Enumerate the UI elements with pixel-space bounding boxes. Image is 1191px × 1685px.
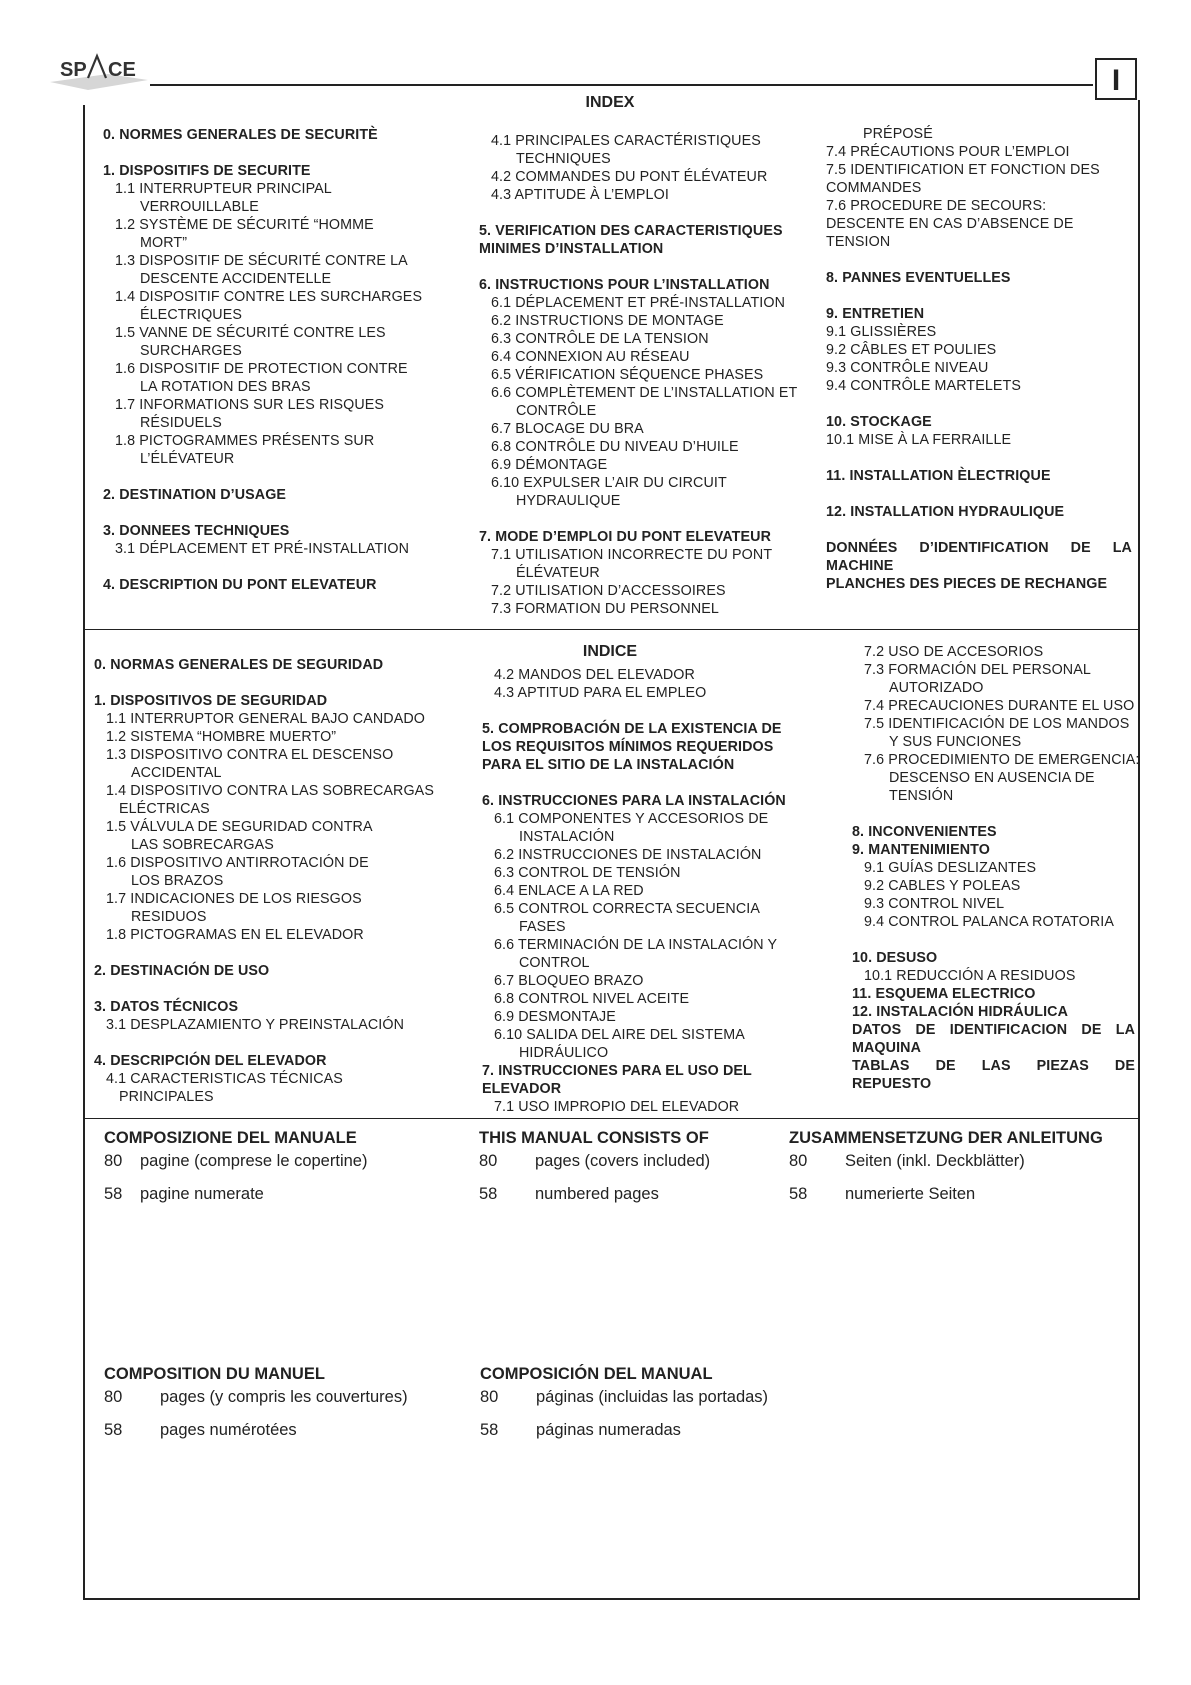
index-entry: 7.1 USO IMPROPIO DEL ELEVADOR: [494, 1099, 740, 1115]
index-heading: DONNÉES D’IDENTIFICATION DE LA: [826, 540, 1132, 556]
index-entry: 7.2 USO DE ACCESORIOS: [864, 644, 1044, 660]
index-entry: 1.3 DISPOSITIVO CONTRA EL DESCENSO: [106, 747, 394, 763]
index-heading: MAQUINA: [852, 1040, 922, 1056]
index-entry: FASES: [519, 919, 566, 935]
page-count: 80: [104, 1152, 123, 1170]
index-entry: LOS BRAZOS: [131, 873, 224, 889]
index-heading: 7. MODE D’EMPLOI DU PONT ELEVATEUR: [479, 529, 772, 545]
index-entry: 7.3 FORMATION DU PERSONNEL: [491, 601, 719, 617]
index-entry: 6.8 CONTROL NIVEL ACEITE: [494, 991, 690, 1007]
index-entry: 4.3 APTITUD PARA EL EMPLEO: [494, 685, 707, 701]
index-entry: 10.1 REDUCCIÓN A RESIDUOS: [864, 968, 1076, 984]
spanish-index-title: INDICE: [582, 643, 638, 660]
index-heading: 11. ESQUEMA ELECTRICO: [852, 986, 1036, 1002]
index-heading: 11. INSTALLATION ÈLECTRIQUE: [826, 468, 1051, 484]
index-heading: 5. VERIFICATION DES CARACTERISTIQUES: [479, 223, 783, 239]
index-entry: ÉLECTRIQUES: [140, 307, 242, 323]
index-entry: 6.1 COMPONENTES Y ACCESORIOS DE: [494, 811, 769, 827]
index-entry: LAS SOBRECARGAS: [131, 837, 274, 853]
composition-es: [480, 1363, 810, 1441]
page-count-label: pagine numerate: [140, 1185, 264, 1203]
index-entry: 10.1 MISE À LA FERRAILLE: [826, 432, 1012, 448]
index-entry: 6.8 CONTRÔLE DU NIVEAU D’HUILE: [491, 439, 739, 455]
index-heading: 6. INSTRUCCIONES PARA LA INSTALACIÓN: [482, 793, 786, 809]
page-count: 80: [479, 1152, 498, 1170]
index-entry: MORT”: [140, 235, 188, 251]
index-entry: 6.9 DESMONTAJE: [494, 1009, 616, 1025]
index-entry: 1.4 DISPOSITIF CONTRE LES SURCHARGES: [115, 289, 423, 305]
index-entry: 6.10 EXPULSER L’AIR DU CIRCUIT: [491, 475, 727, 491]
index-entry: 3.1 DÉPLACEMENT ET PRÉ-INSTALLATION: [115, 541, 410, 557]
logo-text-left: SP: [60, 59, 87, 81]
index-entry: CONTROL: [519, 955, 590, 971]
index-heading: 5. COMPROBACIÓN DE LA EXISTENCIA DE: [482, 721, 782, 737]
index-heading: 3. DONNEES TECHNIQUES: [103, 523, 290, 539]
index-heading: 10. DESUSO: [852, 950, 938, 966]
index-heading: DATOS DE IDENTIFICACION DE LA: [852, 1022, 1135, 1038]
index-heading: 10. STOCKAGE: [826, 414, 932, 430]
index-entry: 1.4 DISPOSITIVO CONTRA LAS SOBRECARGAS: [106, 783, 434, 799]
index-heading: 1. DISPOSITIVOS DE SEGURIDAD: [94, 693, 328, 709]
index-entry: LA ROTATION DES BRAS: [140, 379, 311, 395]
page-count: 58: [789, 1185, 808, 1203]
index-entry: 7.2 UTILISATION D’ACCESSOIRES: [491, 583, 726, 599]
index-entry: 7.5 IDENTIFICATION ET FONCTION DES: [826, 162, 1100, 178]
index-entry: 1.8 PICTOGRAMMES PRÉSENTS SUR: [115, 433, 375, 449]
index-entry: 9.2 CABLES Y POLEAS: [864, 878, 1021, 894]
index-entry: 9.3 CONTROL NIVEL: [864, 896, 1005, 912]
index-entry: 7.6 PROCEDIMIENTO DE EMERGENCIA:: [864, 752, 1140, 768]
index-entry: 9.1 GLISSIÈRES: [826, 324, 937, 340]
page-count: 58: [104, 1185, 123, 1203]
index-entry: 6.3 CONTROL DE TENSIÓN: [494, 865, 681, 881]
index-entry: 1.7 INDICACIONES DE LOS RIESGOS: [106, 891, 362, 907]
index-heading: PLANCHES DES PIECES DE RECHANGE: [826, 576, 1108, 592]
index-entry: 6.2 INSTRUCTIONS DE MONTAGE: [491, 313, 724, 329]
index-heading: MINIMES D’INSTALLATION: [479, 241, 664, 257]
index-entry: 4.3 APTITUDE À L’EMPLOI: [491, 187, 669, 203]
index-heading: 12. INSTALLATION HYDRAULIQUE: [826, 504, 1065, 520]
index-heading: PARA EL SITIO DE LA INSTALACIÓN: [482, 757, 735, 773]
index-entry: DESCENTE EN CAS D’ABSENCE DE: [826, 216, 1074, 232]
page-count: 80: [789, 1152, 808, 1170]
index-entry: 1.6 DISPOSITIVO ANTIRROTACIÓN DE: [106, 855, 369, 871]
index-entry: L’ÉLÉVATEUR: [140, 451, 235, 467]
composition-de: [789, 1127, 1134, 1205]
page-count-label: pages (covers included): [535, 1152, 711, 1170]
index-entry: 9.4 CONTROL PALANCA ROTATORIA: [864, 914, 1114, 930]
index-entry: 1.3 DISPOSITIF DE SÉCURITÉ CONTRE LA: [115, 253, 408, 269]
spanish-index-col-1: [94, 656, 474, 1106]
index-entry: TENSIÓN: [889, 788, 954, 804]
index-heading: 0. NORMES GENERALES DE SECURITÈ: [103, 127, 378, 143]
index-heading: LOS REQUISITOS MÍNIMOS REQUERIDOS: [482, 739, 774, 755]
index-heading: 9. MANTENIMIENTO: [852, 842, 990, 858]
page-count: 58: [104, 1421, 123, 1439]
index-heading: ELEVADOR: [482, 1081, 562, 1097]
index-entry: 9.3 CONTRÔLE NIVEAU: [826, 360, 989, 376]
index-entry: DESCENTE ACCIDENTELLE: [140, 271, 332, 287]
index-heading: 7. INSTRUCCIONES PARA EL USO DEL: [482, 1063, 752, 1079]
index-heading: 4. DESCRIPCIÓN DEL ELEVADOR: [94, 1053, 327, 1069]
composition-en: [479, 1127, 779, 1205]
index-entry: 1.1 INTERRUPTEUR PRINCIPAL: [115, 181, 332, 197]
page-count-label: pages (y compris les couvertures): [160, 1388, 408, 1406]
page-count: 58: [480, 1421, 499, 1439]
index-entry: VERROUILLABLE: [140, 199, 259, 215]
index-entry: 6.4 CONNEXION AU RÉSEAU: [491, 349, 690, 365]
page-count-label: pages numérotées: [160, 1421, 297, 1439]
index-entry: PRÉPOSÉ: [863, 126, 933, 142]
index-entry: 6.6 COMPLÈTEMENT DE L’INSTALLATION ET: [491, 385, 798, 401]
index-entry: 9.1 GUÍAS DESLIZANTES: [864, 860, 1037, 876]
page-count-label: numbered pages: [535, 1185, 659, 1203]
index-entry: DESCENSO EN AUSENCIA DE: [889, 770, 1095, 786]
french-index-col-3: [826, 125, 1132, 593]
index-entry: TECHNIQUES: [516, 151, 611, 167]
index-entry: 6.10 SALIDA DEL AIRE DEL SISTEMA: [494, 1027, 745, 1043]
frame-bottom-border: [83, 1598, 1140, 1600]
section-divider: [83, 1118, 1140, 1119]
index-entry: 6.2 INSTRUCCIONES DE INSTALACIÓN: [494, 847, 762, 863]
index-entry: 6.5 CONTROL CORRECTA SECUENCIA: [494, 901, 760, 917]
composition-title: COMPOSIZIONE DEL MANUALE: [104, 1129, 357, 1147]
index-entry: SURCHARGES: [140, 343, 242, 359]
header-rule: [150, 84, 1093, 86]
index-entry: 1.5 VÁLVULA DE SEGURIDAD CONTRA: [106, 819, 373, 835]
index-heading: 4. DESCRIPTION DU PONT ELEVATEUR: [103, 577, 377, 593]
index-heading: MACHINE: [826, 558, 894, 574]
index-entry: 9.2 CÂBLES ET POULIES: [826, 342, 997, 358]
index-heading: TABLAS DE LAS PIEZAS DE: [852, 1058, 1135, 1074]
index-heading: 9. ENTRETIEN: [826, 306, 925, 322]
index-entry: 1.2 SYSTÈME DE SÉCURITÉ “HOMME: [115, 217, 374, 233]
index-entry: 7.1 UTILISATION INCORRECTE DU PONT: [491, 547, 773, 563]
index-entry: 6.3 CONTRÔLE DE LA TENSION: [491, 331, 709, 347]
page-count-label: numerierte Seiten: [845, 1185, 976, 1203]
page-count: 58: [479, 1185, 498, 1203]
spanish-index-col-3: [852, 643, 1140, 1093]
index-entry: 7.5 IDENTIFICACIÓN DE LOS MANDOS: [864, 716, 1130, 732]
index-entry: HYDRAULIQUE: [516, 493, 621, 509]
index-entry: 6.9 DÉMONTAGE: [491, 457, 608, 473]
index-entry: ELÉCTRICAS: [119, 801, 210, 817]
page-count-label: pagine (comprese le copertine): [140, 1152, 368, 1170]
index-entry: Y SUS FUNCIONES: [889, 734, 1022, 750]
index-entry: COMMANDES: [826, 180, 922, 196]
index-heading: 0. NORMAS GENERALES DE SEGURIDAD: [94, 657, 384, 673]
index-heading: 1. DISPOSITIFS DE SECURITE: [103, 163, 311, 179]
index-entry: 9.4 CONTRÔLE MARTELETS: [826, 378, 1021, 394]
index-entry: INSTALACIÓN: [519, 829, 615, 845]
index-entry: 1.7 INFORMATIONS SUR LES RISQUES: [115, 397, 385, 413]
index-entry: 6.1 DÉPLACEMENT ET PRÉ-INSTALLATION: [491, 295, 786, 311]
index-entry: AUTORIZADO: [889, 680, 984, 696]
composition-title: COMPOSITION DU MANUEL: [104, 1365, 325, 1383]
index-entry: 1.6 DISPOSITIF DE PROTECTION CONTRE: [115, 361, 408, 377]
index-heading: 8. PANNES EVENTUELLES: [826, 270, 1011, 286]
page-count: 80: [104, 1388, 123, 1406]
index-heading: 3. DATOS TÉCNICOS: [94, 999, 239, 1015]
composition-title: ZUSAMMENSETZUNG DER ANLEITUNG: [789, 1129, 1103, 1147]
index-heading: 12. INSTALACIÓN HIDRÁULICA: [852, 1004, 1068, 1020]
index-entry: ÉLÉVATEUR: [516, 565, 600, 581]
page-count: 80: [480, 1388, 499, 1406]
index-entry: TENSION: [826, 234, 891, 250]
french-index-col-2: [479, 132, 809, 618]
index-entry: 4.2 MANDOS DEL ELEVADOR: [494, 667, 695, 683]
index-entry: 6.7 BLOCAGE DU BRA: [491, 421, 644, 437]
index-entry: 6.7 BLOQUEO BRAZO: [494, 973, 644, 989]
index-entry: 7.6 PROCEDURE DE SECOURS:: [826, 198, 1047, 214]
index-entry: 1.5 VANNE DE SÉCURITÉ CONTRE LES: [115, 325, 386, 341]
index-entry: 1.1 INTERRUPTOR GENERAL BAJO CANDADO: [106, 711, 425, 727]
composition-fr: [104, 1363, 464, 1441]
index-entry: RESIDUOS: [131, 909, 207, 925]
index-entry: 1.8 PICTOGRAMAS EN EL ELEVADOR: [106, 927, 364, 943]
index-entry: CONTRÔLE: [516, 403, 597, 419]
index-entry: HIDRÁULICO: [519, 1045, 609, 1061]
index-entry: 7.4 PRÉCAUTIONS POUR L’EMPLOI: [826, 144, 1070, 160]
index-entry: 7.4 PRECAUCIONES DURANTE EL USO: [864, 698, 1135, 714]
space-logo: [48, 50, 158, 100]
index-entry: 4.1 CARACTERISTICAS TÉCNICAS: [106, 1071, 343, 1087]
index-entry: ACCIDENTAL: [131, 765, 222, 781]
frame-left-border: [83, 105, 85, 1599]
index-heading: 2. DESTINATION D’USAGE: [103, 487, 287, 503]
frame-right-border: [1138, 100, 1140, 1599]
index-heading: REPUESTO: [852, 1076, 932, 1092]
index-entry: 7.3 FORMACIÓN DEL PERSONAL: [864, 662, 1091, 678]
index-entry: 3.1 DESPLAZAMIENTO Y PREINSTALACIÓN: [106, 1017, 405, 1033]
index-entry: RÉSIDUELS: [140, 415, 222, 431]
composition-it: [104, 1127, 464, 1205]
index-heading: 8. INCONVENIENTES: [852, 824, 997, 840]
page-count-label: páginas numeradas: [536, 1421, 681, 1439]
logo-text-right: CE: [108, 59, 136, 81]
french-index-col-1: [103, 126, 473, 594]
index-entry: 6.4 ENLACE A LA RED: [494, 883, 644, 899]
page-letter: I: [1095, 58, 1137, 100]
index-heading: 6. INSTRUCTIONS POUR L’INSTALLATION: [479, 277, 770, 293]
index-entry: 1.2 SISTEMA “HOMBRE MUERTO”: [106, 729, 337, 745]
index-entry: PRINCIPALES: [119, 1089, 214, 1105]
index-entry: 4.1 PRINCIPALES CARACTÉRISTIQUES: [491, 133, 761, 149]
index-heading: 2. DESTINACIÓN DE USO: [94, 963, 270, 979]
page-count-label: Seiten (inkl. Deckblätter): [845, 1152, 1025, 1170]
spanish-index-col-2: [482, 666, 807, 1116]
index-entry: 6.6 TERMINACIÓN DE LA INSTALACIÓN Y: [494, 937, 778, 953]
section-divider: [83, 629, 1140, 630]
index-entry: 4.2 COMMANDES DU PONT ÉLÉVATEUR: [491, 169, 768, 185]
french-index-title: INDEX: [585, 94, 635, 111]
composition-title: THIS MANUAL CONSISTS OF: [479, 1129, 709, 1147]
composition-title: COMPOSICIÓN DEL MANUAL: [480, 1365, 713, 1383]
index-entry: 6.5 VÉRIFICATION SÉQUENCE PHASES: [491, 367, 764, 383]
page-count-label: páginas (incluidas las portadas): [536, 1388, 769, 1406]
